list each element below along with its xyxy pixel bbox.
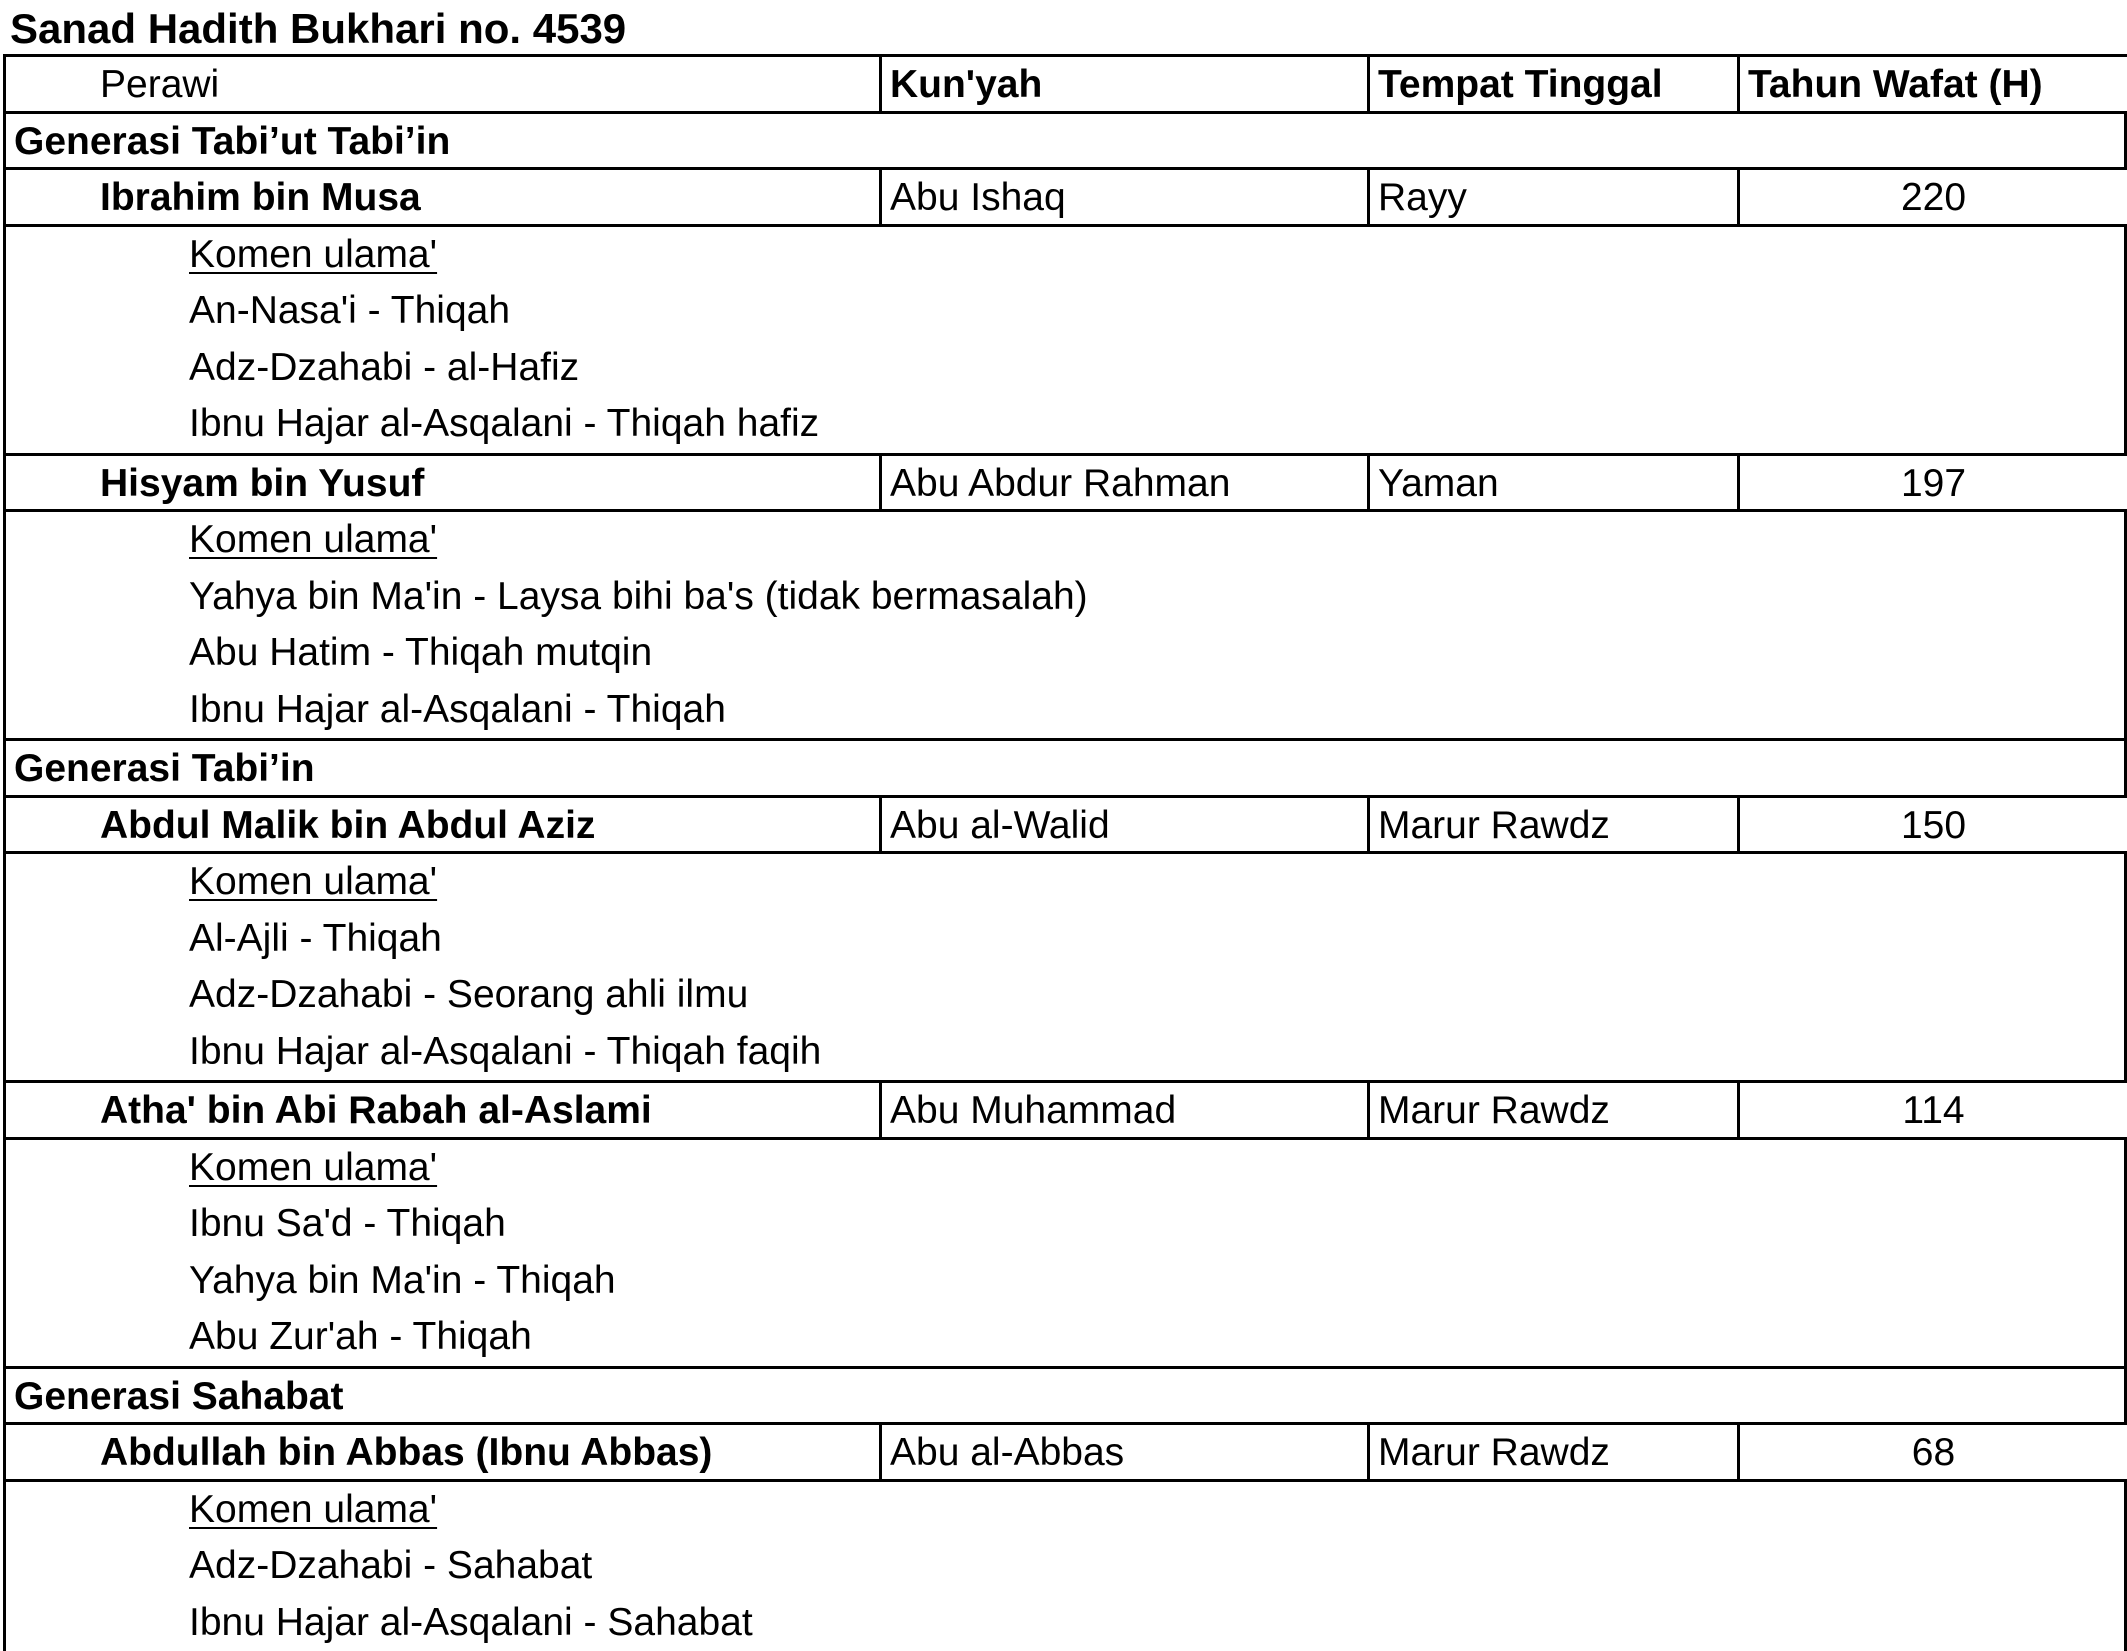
narrator-tempat: Marur Rawdz xyxy=(1367,1425,1737,1479)
narrator-row xyxy=(6,798,2127,855)
narrator-name: Abdul Malik bin Abdul Aziz xyxy=(6,798,879,852)
narrator-kunyah: Abu al-Abbas xyxy=(879,1425,1367,1479)
generation-header: Generasi Tabi’in xyxy=(6,741,2127,798)
narrator-kunyah: Abu al-Walid xyxy=(879,798,1367,852)
comment-line: Yahya bin Ma'in - Laysa bihi ba's (tidak bermasalah) xyxy=(6,569,2124,626)
narrator-tempat: Rayy xyxy=(1367,170,1737,224)
generation-header: Generasi Tabi’ut Tabi’in xyxy=(6,114,2127,171)
narrator-kunyah: Abu Ishaq xyxy=(879,170,1367,224)
comment-line: Ibnu Hajar al-Asqalani - Sahabat xyxy=(6,1595,2124,1651)
comments-block xyxy=(6,854,2127,1083)
komen-label: Komen ulama' xyxy=(189,1146,437,1189)
comments-block xyxy=(6,1482,2127,1651)
comments-block xyxy=(6,1140,2127,1369)
narrator-row xyxy=(6,170,2127,227)
narrator-wafat: 68 xyxy=(1737,1425,2127,1479)
comment-line: Ibnu Sa'd - Thiqah xyxy=(6,1196,2124,1253)
narrator-name: Hisyam bin Yusuf xyxy=(6,456,879,510)
comments-block xyxy=(6,227,2127,456)
narrator-name: Ibrahim bin Musa xyxy=(6,170,879,224)
narrator-wafat: 114 xyxy=(1737,1083,2127,1137)
header-kunyah: Kun'yah xyxy=(879,57,1367,111)
comment-line: Yahya bin Ma'in - Thiqah xyxy=(6,1253,2124,1310)
narrator-kunyah: Abu Abdur Rahman xyxy=(879,456,1367,510)
header-perawi: Perawi xyxy=(6,57,879,111)
comment-line: Adz-Dzahabi - Sahabat xyxy=(6,1538,2124,1595)
comment-line: An-Nasa'i - Thiqah xyxy=(6,283,2124,340)
comment-line: Al-Ajli - Thiqah xyxy=(6,911,2124,968)
narrator-row xyxy=(6,456,2127,513)
comment-line: Adz-Dzahabi - Seorang ahli ilmu xyxy=(6,967,2124,1024)
header-tempat: Tempat Tinggal xyxy=(1367,57,1737,111)
comment-line: Abu Hatim - Thiqah mutqin xyxy=(6,625,2124,682)
narrator-kunyah: Abu Muhammad xyxy=(879,1083,1367,1137)
narrator-tempat: Marur Rawdz xyxy=(1367,798,1737,852)
narrator-tempat: Yaman xyxy=(1367,456,1737,510)
header-row xyxy=(6,57,2127,114)
narrator-row xyxy=(6,1425,2127,1482)
comment-line: Ibnu Hajar al-Asqalani - Thiqah xyxy=(6,682,2124,739)
comment-line: Adz-Dzahabi - al-Hafiz xyxy=(6,340,2124,397)
comment-line: Abu Zur'ah - Thiqah xyxy=(6,1309,2124,1366)
narrator-wafat: 220 xyxy=(1737,170,2127,224)
narrator-wafat: 150 xyxy=(1737,798,2127,852)
komen-label: Komen ulama' xyxy=(189,1488,437,1531)
narrator-name: Abdullah bin Abbas (Ibnu Abbas) xyxy=(6,1425,879,1479)
komen-label: Komen ulama' xyxy=(189,860,437,903)
narrator-tempat: Marur Rawdz xyxy=(1367,1083,1737,1137)
comment-line: Ibnu Hajar al-Asqalani - Thiqah hafiz xyxy=(6,396,2124,453)
narrator-wafat: 197 xyxy=(1737,456,2127,510)
generation-header: Generasi Sahabat xyxy=(6,1369,2127,1426)
narrator-row xyxy=(6,1083,2127,1140)
comments-block xyxy=(6,512,2127,741)
header-wafat: Tahun Wafat (H) xyxy=(1737,57,2127,111)
komen-label: Komen ulama' xyxy=(189,518,437,561)
sanad-table xyxy=(3,54,2127,1651)
page-title: Sanad Hadith Bukhari no. 4539 xyxy=(10,0,626,55)
comment-line: Ibnu Hajar al-Asqalani - Thiqah faqih xyxy=(6,1024,2124,1081)
narrator-name: Atha' bin Abi Rabah al-Aslami xyxy=(6,1083,879,1137)
komen-label: Komen ulama' xyxy=(189,233,437,276)
